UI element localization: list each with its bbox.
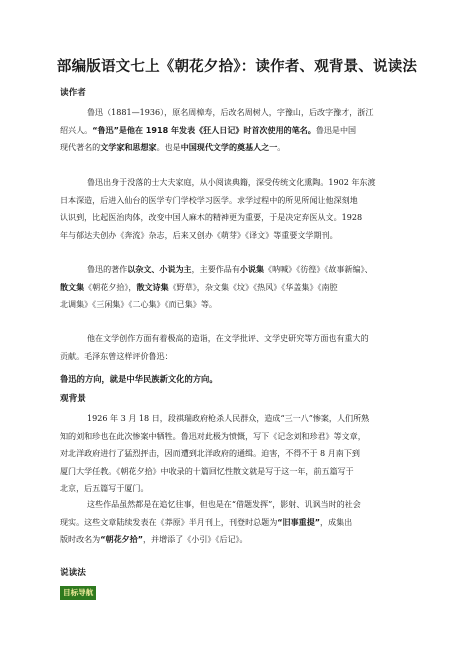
- text-line: 这些作品虽然都是在追忆往事，但也是在“借题发挥”，影射、讥讽当时的社会: [87, 500, 361, 509]
- author-paragraph-1: [60, 104, 408, 157]
- text-line: 知的刘和珍也在此次惨案中牺牲。鲁迅对此极为愤慨，写下《记念刘和珍君》等文章，: [60, 431, 366, 441]
- text-line: 日本深造，后进入仙台的医学专门学校学习医学。求学过程中的所见所闻让他深刻地: [60, 195, 358, 205]
- background-paragraph-2: [60, 496, 408, 549]
- text-line: 现代著名的文学家和思想家。也是中国现代文学的奠基人之一。: [60, 143, 286, 152]
- text-line: 版时改名为“朝花夕拾”，并增添了《小引》《后记》。: [60, 535, 248, 544]
- text-line: 厦门大学任教。《朝花夕拾》中收录的十篇回忆性散文就是写于这一年，前五篇写于: [60, 466, 354, 476]
- text-line: 绍兴人。“鲁迅”是他在 1918 年发表《狂人日记》时首次使用的笔名。鲁迅是中国: [60, 125, 357, 135]
- text-line: 贡献。毛泽东曾这样评价鲁迅：: [60, 351, 173, 361]
- text-line: 鲁迅（1881—1936），原名周樟寿，后改名周树人，字豫山，后改字豫才，浙江: [87, 108, 374, 117]
- section-heading-author: 读作者: [60, 88, 86, 98]
- author-paragraph-3: [60, 261, 408, 314]
- text-line: 散文集《朝花夕拾》，散文诗集《野草》，杂文集《坟》《热风》《华盖集》《南腔: [60, 282, 338, 292]
- section-heading-background: 观背景: [60, 394, 86, 404]
- text-line: 对北洋政府进行了猛烈抨击，因而遭到北洋政府的通缉。迫害，不得不于 8 月南下到: [60, 449, 360, 458]
- text-line: 1926 年 3 月 18 日，段祺瑞政府枪杀人民群众，造成“三一八”惨案，人们所熟: [87, 414, 370, 423]
- page-title: 部编版语文七上《朝花夕拾》：读作者、观背景、说读法: [56, 59, 418, 75]
- text-line: 认识到，比起医治肉体，改变中国人麻木的精神更为重要，于是决定弃医从文。1928: [60, 213, 363, 222]
- author-paragraph-4: [60, 330, 408, 365]
- text-line: 鲁迅出身于没落的士大夫家庭，从小阅读典籍，深受传统文化熏陶。1902 年东渡: [87, 178, 376, 187]
- text-line: 现实。这些文章陆续发表在《莽原》半月刊上，刊登时总题为“旧事重提”，成集出: [60, 517, 353, 527]
- goal-navigation-badge: 目标导航: [60, 586, 96, 600]
- background-paragraph-1: [60, 410, 408, 498]
- text-line: 北调集》《三闲集》《二心集》《而已集》等。: [60, 300, 217, 309]
- text-line: 鲁迅的著作以杂文、小说为主，主要作品有小说集《呐喊》《彷徨》《故事新编》、: [87, 265, 373, 274]
- text-line: 北京，后五篇写于厦门。: [60, 484, 149, 493]
- text-line: 年与郁达夫创办《奔流》杂志，后来又创办《萌芽》《译文》等重要文学期刊。: [60, 230, 338, 240]
- section-heading-reading: 说读法: [60, 568, 86, 578]
- author-paragraph-2: [60, 174, 408, 244]
- text-line: 他在文学创作方面有着极高的造诣，在文学批评、文学史研究等方面也有重大的: [87, 334, 369, 343]
- mao-quote: 鲁迅的方向，就是中华民族新文化的方向。: [60, 374, 218, 384]
